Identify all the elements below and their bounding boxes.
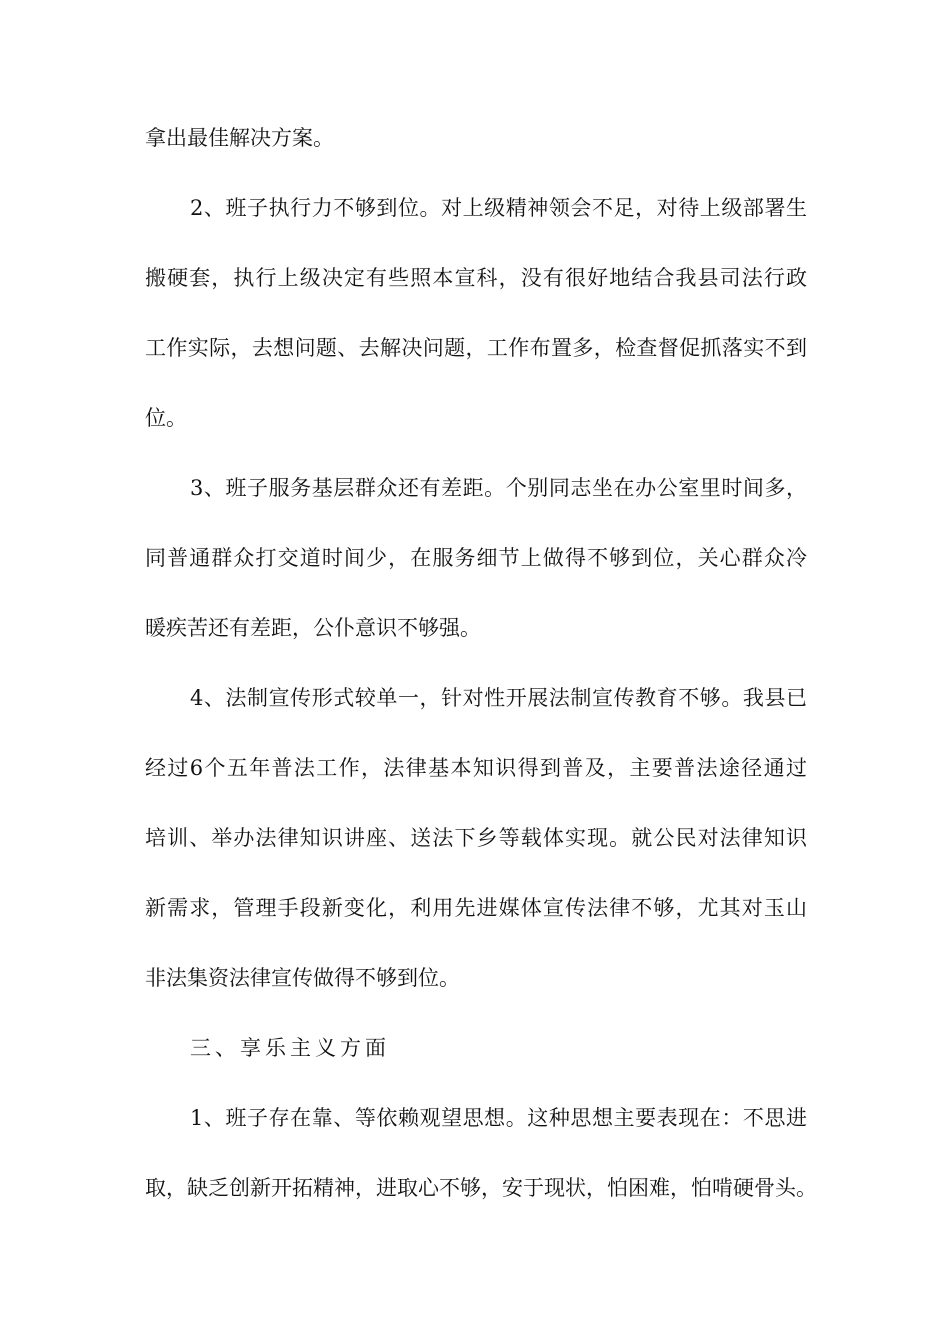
text-line: 工作实际，去想问题、去解决问题，工作布置多，检查督促抓落实不到 <box>145 336 807 360</box>
text-line: 培训、举办法律知识讲座、送法下乡等载体实现。就公民对法律知识 <box>145 826 807 850</box>
paragraph-2-line: 2、班子执行力不够到位。对上级精神领会不足，对待上级部署生 <box>190 196 807 220</box>
text-line: 位。 <box>145 406 187 430</box>
text-line: 取，缺乏创新开拓精神，进取心不够，安于现状，怕困难，怕啃硬骨头。 <box>145 1176 817 1200</box>
paragraph-3-line: 3、班子服务基层群众还有差距。个别同志坐在办公室里时间多， <box>190 476 807 500</box>
text-line: 搬硬套，执行上级决定有些照本宣科，没有很好地结合我县司法行政 <box>145 266 807 290</box>
paragraph-4-line: 4、法制宣传形式较单一，针对性开展法制宣传教育不够。我县已 <box>190 686 807 710</box>
text-line: 同普通群众打交道时间少，在服务细节上做得不够到位，关心群众冷 <box>145 546 807 570</box>
text-line: 暖疾苦还有差距，公仆意识不够强。 <box>145 616 481 640</box>
text-line: 拿出最佳解决方案。 <box>145 126 334 150</box>
text-line: 新需求，管理手段新变化，利用先进媒体宣传法律不够，尤其对玉山 <box>145 896 807 920</box>
text-line: 非法集资法律宣传做得不够到位。 <box>145 966 460 990</box>
section-heading: 三、享乐主义方面 <box>190 1036 390 1060</box>
text-line: 经过6个五年普法工作，法律基本知识得到普及，主要普法途径通过 <box>145 756 807 780</box>
paragraph-1-line: 1、班子存在靠、等依赖观望思想。这种思想主要表现在：不思进 <box>190 1106 807 1130</box>
